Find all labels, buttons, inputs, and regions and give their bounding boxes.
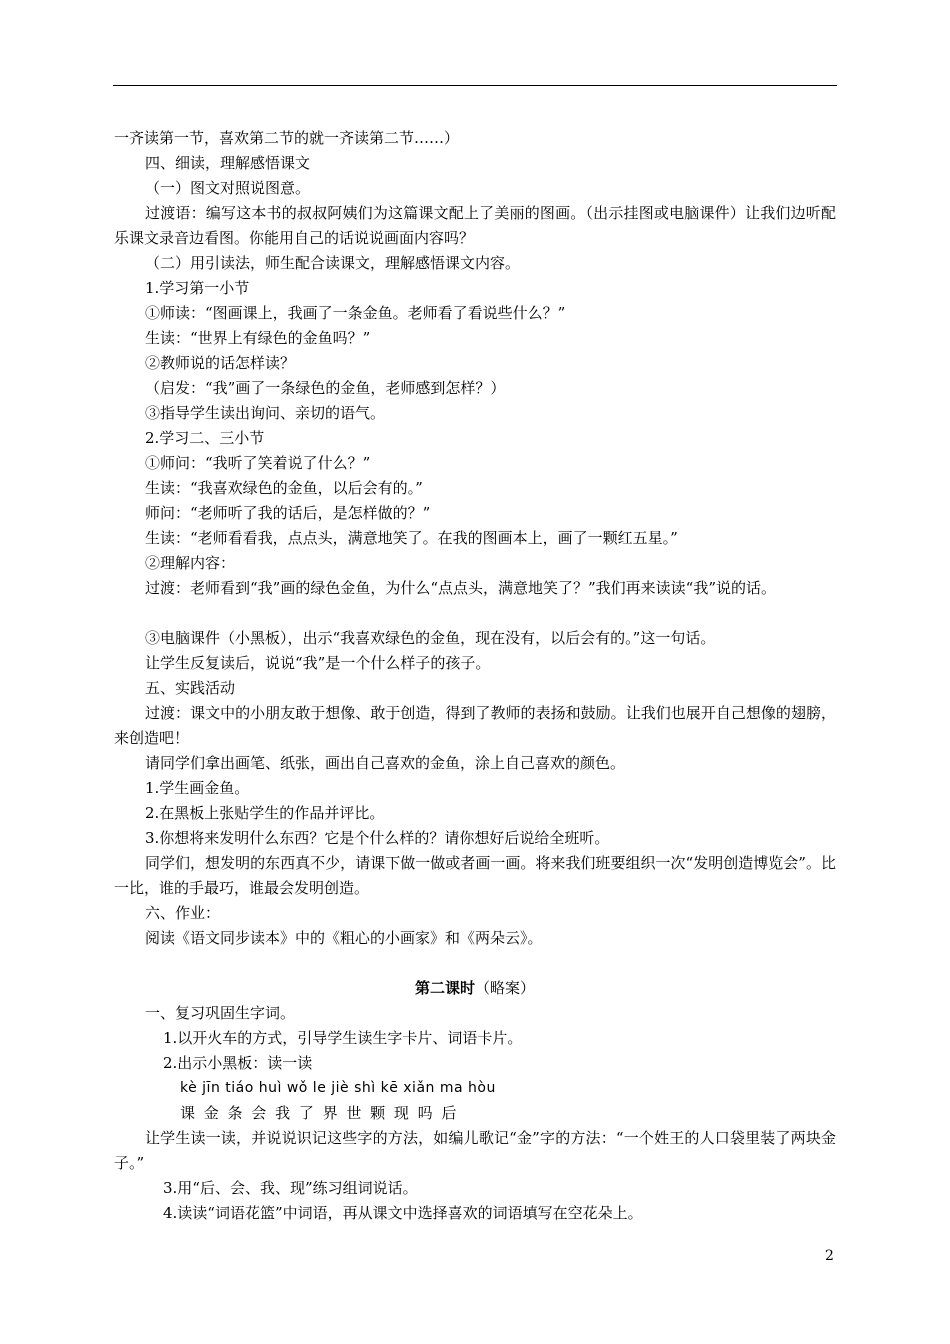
subsection-heading: （二）用引读法，师生配合读课文，理解感悟课文内容。 [145,254,521,272]
paragraph [114,1126,836,1176]
text-line: 2.学习二、三小节 [145,429,265,447]
text-line: ②理解内容： [145,554,236,572]
text-line: ①师读：“图画课上，我画了一条金鱼。老师看了看说些什么？” [145,304,566,322]
section-heading: 一、复习巩固生字词。 [145,1004,296,1022]
text-line: 1.学习第一小节 [145,279,250,297]
text-line: 生读：“我喜欢绿色的金鱼，以后会有的。” [145,479,423,497]
paragraph [114,201,836,251]
text-line: ①师问：“我听了笑着说了什么？” [145,454,371,472]
paragraph [114,851,836,901]
text-line: 2.出示小黑板：读一读 [163,1054,313,1072]
text-line: （启发：“我”画了一条绿色的金鱼，老师感到怎样？） [145,379,506,397]
paragraph-text: 同学们，想发明的东西真不少，请课下做一做或者画一画。将来我们班要组织一次“发明创造博览会”。比一比，谁的手最巧，谁最会发明创造。 [114,853,836,897]
text-line: 2.在黑板上张贴学生的作品并评比。 [145,804,385,822]
text-line: ③指导学生读出询问、亲切的语气。 [145,404,386,422]
text-line: 4.读读“词语花篮”中词语，再从课文中选择喜欢的词语填写在空花朵上。 [163,1204,643,1222]
text-line: 师问：“老师听了我的话后，是怎样做的？” [145,504,431,522]
text-line: 请同学们拿出画笔、纸张，画出自己喜欢的金鱼，涂上自己喜欢的颜色。 [145,754,626,772]
paragraph-text: 过渡：课文中的小朋友敢于想像、敢于创造，得到了教师的表扬和鼓励。让我们也展开自己想像的翅膀，来创造吧！ [114,703,836,747]
text-line: ③电脑课件（小黑板），出示“我喜欢绿色的金鱼，现在没有，以后会有的。”这一句话。 [145,629,716,647]
section-heading: 五、实践活动 [145,679,236,697]
text-line: 阅读《语文同步读本》中的《粗心的小画家》和《两朵云》。 [145,929,543,947]
paragraph-text: 过渡：老师看到“我”画的绿色金鱼，为什么“点点头，满意地笑了？”我们再来读读“我”说的话。 [145,578,777,597]
paragraph-text: 过渡语：编写这本书的叔叔阿姨们为这篇课文配上了美丽的图画。（出示挂图或电脑课件）让我们边听配乐课文录音边看图。你能用自己的话说说画面内容吗？ [114,203,836,247]
text-line: 生读：“世界上有绿色的金鱼吗？” [145,329,371,347]
lesson-title-main: 第二课时 [414,979,475,997]
page-number: 2 [825,1248,834,1264]
text-line: 一齐读第一节，喜欢第二节的就一齐读第二节……） [114,129,460,147]
text-line: 1.学生画金鱼。 [145,779,250,797]
header-rule [113,85,837,86]
text-line: 1.以开火车的方式，引导学生读生字卡片、词语卡片。 [163,1029,523,1047]
text-line: 让学生反复读后，说说“我”是一个什么样子的孩子。 [145,654,491,672]
lesson-title-note: （略案） [475,979,536,997]
paragraph [114,576,836,601]
text-line: 3.用“后、会、我、现”练习组词说话。 [163,1179,418,1197]
paragraph-text: 让学生读一读，并说说识记这些字的方法，如编儿歌记“金”字的方法：“一个姓王的人口袋里装了两块金子。” [114,1128,836,1172]
section-heading: 四、细读，理解感悟课文 [145,154,311,172]
paragraph [114,701,836,751]
text-line: 3.你想将来发明什么东西？它是个什么样的？请你想好后说给全班听。 [145,829,610,847]
hanzi-row: 课 金 条 会 我 了 界 世 颗 现 吗 后 [180,1104,459,1122]
pinyin-row: kè jīn tiáo huì wǒ le jiè shì kē xiǎn ma hòu [180,1080,496,1096]
section-heading: 六、作业： [145,904,221,922]
subsection-heading: （一）图文对照说图意。 [145,179,311,197]
lesson-title [0,978,950,998]
text-line: 生读：“老师看看我，点点头，满意地笑了。在我的图画本上，画了一颗红五星。” [145,529,678,547]
text-line: ②教师说的话怎样读？ [145,354,296,372]
